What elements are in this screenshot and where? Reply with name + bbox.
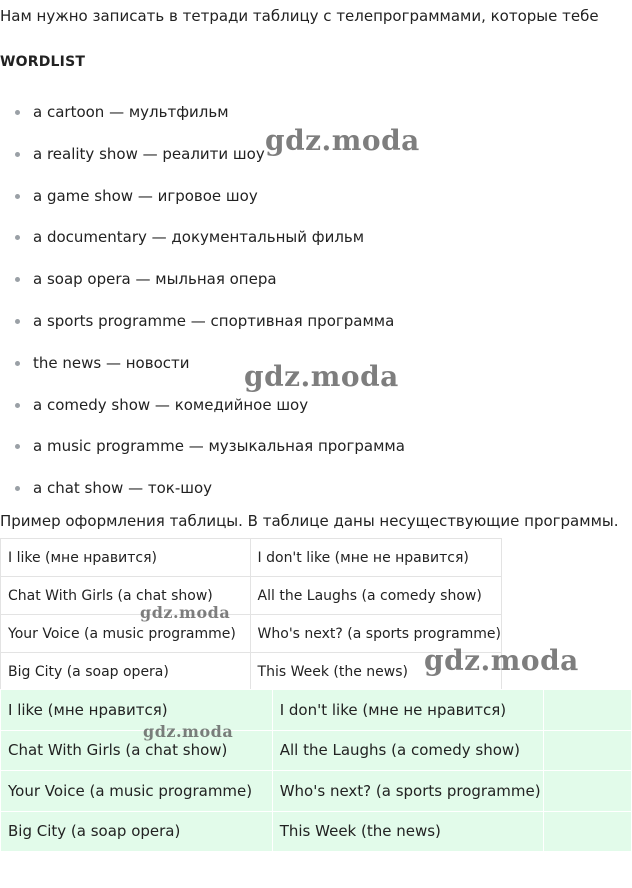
table-cell: All the Laughs (a comedy show) [250, 577, 501, 615]
table-row [1, 771, 632, 812]
list-item [0, 225, 405, 267]
list-item-text: the news — новости [33, 353, 190, 372]
table-cell: Chat With Girls (a chat show) [1, 577, 251, 615]
bullet-icon [15, 235, 20, 240]
list-item [0, 434, 405, 476]
table-row [1, 690, 632, 731]
watermark: gdz.moda [244, 360, 399, 393]
table-cell: Your Voice (a music programme) [1, 771, 273, 812]
example-caption: Пример оформления таблицы. В таблице даны несуществующие программы. [0, 512, 619, 530]
list-item [0, 267, 405, 309]
bullet-icon [15, 486, 20, 491]
list-item-text: a soap opera — мыльная опера [33, 270, 277, 289]
table-cell-empty [544, 811, 632, 852]
list-item-text: a cartoon — мультфильм [33, 103, 229, 121]
watermark: gdz.moda [140, 603, 231, 622]
list-item-text: a comedy show — комедийное шоу [33, 395, 309, 414]
table-cell: Big City (a soap opera) [1, 653, 251, 691]
table-cell: All the Laughs (a comedy show) [272, 730, 544, 771]
table-cell: This Week (the news) [272, 811, 544, 852]
list-item-text: a sports programme — спортивная программа [33, 311, 395, 330]
table-cell-empty [544, 730, 632, 771]
bullet-icon [15, 152, 20, 157]
table-cell: Big City (a soap opera) [1, 811, 273, 852]
list-item-text: a game show — игровое шоу [33, 186, 258, 205]
table-cell-empty [544, 690, 632, 731]
table-cell: This Week (the news) [250, 653, 501, 691]
table-cell: Chat With Girls (a chat show) [1, 730, 273, 771]
table-cell: I don't like (мне не нравится) [272, 690, 544, 731]
wordlist [0, 100, 405, 518]
table-row [1, 730, 632, 771]
table-row [1, 577, 502, 615]
bullet-icon [15, 403, 20, 408]
bullet-icon [15, 194, 20, 199]
wordlist-heading: WORDLIST [0, 54, 86, 70]
bullet-icon [15, 110, 20, 115]
answer-table [0, 689, 632, 852]
table-cell: I like (мне нравится) [1, 539, 251, 577]
list-item [0, 393, 405, 435]
bullet-icon [15, 361, 20, 366]
table-cell: Who's next? (a sports programme) [272, 771, 544, 812]
watermark: gdz.moda [424, 644, 579, 677]
table-row [1, 539, 502, 577]
list-item-text: a reality show — реалити шоу [33, 144, 265, 163]
watermark: gdz.moda [143, 722, 234, 741]
bullet-icon [15, 444, 20, 449]
table-cell: Who's next? (a sports programme) [250, 615, 501, 653]
list-item-text: a chat show — ток-шоу [33, 479, 213, 498]
list-item [0, 184, 405, 226]
bullet-icon [15, 319, 20, 324]
table-row [1, 811, 632, 852]
intro-text: Нам нужно записать в тетради таблицу с телепрограммами, которые тебе [0, 7, 599, 25]
list-item [0, 309, 405, 351]
bullet-icon [15, 277, 20, 282]
table-cell: Your Voice (a music programme) [1, 615, 251, 653]
table-cell: I don't like (мне не нравится) [250, 539, 501, 577]
watermark: gdz.moda [265, 124, 420, 157]
list-item-text: a music programme — музыкальная программа [33, 437, 405, 456]
list-item-text: a documentary — документальный фильм [33, 228, 365, 247]
table-cell: I like (мне нравится) [1, 690, 273, 731]
table-cell-empty [544, 771, 632, 812]
